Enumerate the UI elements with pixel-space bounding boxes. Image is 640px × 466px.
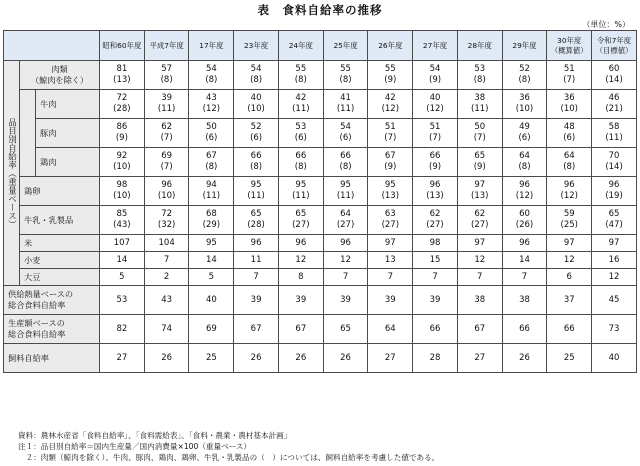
table-cell: 39 [368, 286, 413, 315]
row-label: 牛肉 [36, 90, 100, 119]
column-header: 23年度 [234, 31, 279, 61]
table-cell: 12 [457, 252, 502, 269]
row-label: 大豆 [20, 269, 100, 286]
table-cell: 12 [278, 252, 323, 269]
table-cell: 40 (10) [234, 90, 279, 119]
table-cell: 63 (27) [368, 206, 413, 235]
column-header: 29年度 [502, 31, 547, 61]
summary-label: 飼料自給率 [4, 344, 100, 373]
column-header: 24年度 [278, 31, 323, 61]
table-cell: 43 [144, 286, 189, 315]
table-cell: 72 (32) [144, 206, 189, 235]
row-label: 鶏肉 [36, 148, 100, 177]
table-cell: 96 (13) [413, 177, 458, 206]
table-cell: 54 (8) [189, 61, 234, 90]
note-source: 資料：農林水産省「食料自給率」、「食料需給表」、「食料・農業・農村基本計画」 [18, 431, 292, 440]
row-label: 豚肉 [36, 119, 100, 148]
table-cell: 39 [413, 286, 458, 315]
table-row [4, 61, 637, 90]
table-row [4, 90, 637, 119]
table-cell: 96 (19) [592, 177, 637, 206]
table-cell: 39 [278, 286, 323, 315]
column-header: 平成7年度 [144, 31, 189, 61]
table-cell: 7 [323, 269, 368, 286]
note-1: 注１：品目別自給率＝国内生産量／国内消費量×100（重量ベース） [18, 442, 252, 451]
table-row [4, 119, 637, 148]
table-cell: 95 (11) [234, 177, 279, 206]
table-cell: 51 (7) [413, 119, 458, 148]
table-cell: 66 (9) [413, 148, 458, 177]
row-label: 小麦 [20, 252, 100, 269]
table-cell: 66 [547, 315, 592, 344]
table-cell: 26 [234, 344, 279, 373]
table-cell: 72 (28) [100, 90, 145, 119]
summary-row [4, 286, 637, 315]
table-cell: 42 (11) [278, 90, 323, 119]
table-cell: 92 (10) [100, 148, 145, 177]
table-cell: 12 [547, 252, 592, 269]
table-cell: 41 (11) [323, 90, 368, 119]
table-cell: 54 (9) [413, 61, 458, 90]
table-cell: 62 (27) [413, 206, 458, 235]
table-cell: 38 [457, 286, 502, 315]
header-corner [4, 31, 100, 61]
page-title: 表 食料自給率の推移 [257, 3, 383, 17]
group-label: 品目別自給率（重量ベース） [4, 61, 20, 286]
table-cell: 27 [368, 344, 413, 373]
table-cell: 65 (9) [457, 148, 502, 177]
table-cell: 26 [323, 344, 368, 373]
summary-label: 生産額ベースの 総合食料自給率 [4, 315, 100, 344]
table-cell: 57 (8) [144, 61, 189, 90]
table-cell: 37 [547, 286, 592, 315]
summary-label: 供給熱量ベースの 総合食料自給率 [4, 286, 100, 315]
table-cell: 7 [234, 269, 279, 286]
unit-label: （単位：%） [582, 20, 630, 29]
table-cell: 52 (6) [234, 119, 279, 148]
table-cell: 40 [592, 344, 637, 373]
table-cell: 66 (8) [234, 148, 279, 177]
table-cell: 39 (11) [144, 90, 189, 119]
table-cell: 96 (12) [547, 177, 592, 206]
table-cell: 67 (8) [189, 148, 234, 177]
table-cell: 66 (8) [323, 148, 368, 177]
table-cell: 53 (6) [278, 119, 323, 148]
table-cell: 54 (6) [323, 119, 368, 148]
table-cell: 96 [502, 235, 547, 252]
table-cell: 97 [547, 235, 592, 252]
table-cell: 38 [502, 286, 547, 315]
table-cell: 67 (9) [368, 148, 413, 177]
table-cell: 5 [100, 269, 145, 286]
table-cell: 95 (13) [368, 177, 413, 206]
table-cell: 96 [234, 235, 279, 252]
table-cell: 14 [100, 252, 145, 269]
table-cell: 67 [457, 315, 502, 344]
table-cell: 54 (8) [234, 61, 279, 90]
table-cell: 64 (8) [547, 148, 592, 177]
row-label: 鶏卵 [20, 177, 100, 206]
table-cell: 28 [413, 344, 458, 373]
table-cell: 12 [592, 269, 637, 286]
table-cell: 107 [100, 235, 145, 252]
table-cell: 97 [457, 235, 502, 252]
table-cell: 53 [100, 286, 145, 315]
table-cell: 42 (12) [368, 90, 413, 119]
table-cell: 13 [368, 252, 413, 269]
table-cell: 36 (10) [502, 90, 547, 119]
table-cell: 39 [234, 286, 279, 315]
table-cell: 94 (11) [189, 177, 234, 206]
table-cell: 82 [100, 315, 145, 344]
meat-sub-indent [20, 90, 36, 177]
table-row [4, 252, 637, 269]
table-cell: 36 (10) [547, 90, 592, 119]
table-cell: 58 (11) [592, 119, 637, 148]
table-cell: 62 (7) [144, 119, 189, 148]
table-cell: 43 (12) [189, 90, 234, 119]
table-cell: 7 [413, 269, 458, 286]
table-cell: 16 [592, 252, 637, 269]
table-cell: 104 [144, 235, 189, 252]
table-cell: 97 [592, 235, 637, 252]
table-cell: 66 (8) [278, 148, 323, 177]
table-cell: 50 (6) [189, 119, 234, 148]
table-cell: 96 [323, 235, 368, 252]
table-cell: 59 (25) [547, 206, 592, 235]
row-label: 牛乳・乳製品 [20, 206, 100, 235]
table-cell: 45 [592, 286, 637, 315]
table-cell: 26 [278, 344, 323, 373]
table-cell: 8 [278, 269, 323, 286]
table-cell: 2 [144, 269, 189, 286]
table-cell: 95 (11) [323, 177, 368, 206]
column-header: 28年度 [457, 31, 502, 61]
table-cell: 50 (7) [457, 119, 502, 148]
table-cell: 7 [457, 269, 502, 286]
table-cell: 40 [189, 286, 234, 315]
table-cell: 14 [502, 252, 547, 269]
table-row [4, 269, 637, 286]
table-cell: 81 (13) [100, 61, 145, 90]
table-cell: 65 [323, 315, 368, 344]
table-cell: 65 (28) [234, 206, 279, 235]
self-sufficiency-table [3, 30, 637, 373]
table-cell: 55 (8) [278, 61, 323, 90]
table-cell: 6 [547, 269, 592, 286]
table-cell: 7 [368, 269, 413, 286]
column-header: 27年度 [413, 31, 458, 61]
table-cell: 64 (27) [323, 206, 368, 235]
table-cell: 69 [189, 315, 234, 344]
table-cell: 11 [234, 252, 279, 269]
table-cell: 86 (9) [100, 119, 145, 148]
table-cell: 12 [323, 252, 368, 269]
column-header: 昭和60年度 [100, 31, 145, 61]
table-cell: 97 (13) [457, 177, 502, 206]
table-cell: 60 (14) [592, 61, 637, 90]
table-cell: 68 (29) [189, 206, 234, 235]
row-label: 米 [20, 235, 100, 252]
table-cell: 39 [323, 286, 368, 315]
table-row [4, 177, 637, 206]
table-cell: 51 (7) [368, 119, 413, 148]
summary-row [4, 344, 637, 373]
notes [18, 430, 439, 463]
table-cell: 49 (6) [502, 119, 547, 148]
table-cell: 27 [100, 344, 145, 373]
table-cell: 95 [189, 235, 234, 252]
table-cell: 52 (8) [502, 61, 547, 90]
table-cell: 26 [502, 344, 547, 373]
table-cell: 67 [234, 315, 279, 344]
table-cell: 25 [189, 344, 234, 373]
table-cell: 74 [144, 315, 189, 344]
table-cell: 96 (10) [144, 177, 189, 206]
table-cell: 14 [189, 252, 234, 269]
table-cell: 55 (8) [323, 61, 368, 90]
table-cell: 7 [502, 269, 547, 286]
table-cell: 65 (27) [278, 206, 323, 235]
column-header: 25年度 [323, 31, 368, 61]
table-cell: 64 [368, 315, 413, 344]
table-cell: 66 [502, 315, 547, 344]
table-cell: 40 (12) [413, 90, 458, 119]
table-cell: 48 (6) [547, 119, 592, 148]
table-cell: 70 (14) [592, 148, 637, 177]
note-2: ２：肉類（鯨肉を除く）、牛肉、豚肉、鶏肉、鶏卵、牛乳・乳製品の（ ）については、飼料自給率を考慮した値である。 [18, 453, 440, 462]
column-header: 26年度 [368, 31, 413, 61]
column-header: 30年度 （概算値） [547, 31, 592, 61]
table-row [4, 148, 637, 177]
table-cell: 25 [547, 344, 592, 373]
table-cell: 69 (7) [144, 148, 189, 177]
table-cell: 51 (7) [547, 61, 592, 90]
table-cell: 73 [592, 315, 637, 344]
table-cell: 65 (47) [592, 206, 637, 235]
summary-row [4, 315, 637, 344]
table-cell: 85 (43) [100, 206, 145, 235]
table-cell: 67 [278, 315, 323, 344]
table-cell: 27 [457, 344, 502, 373]
table-cell: 98 [413, 235, 458, 252]
table-cell: 26 [144, 344, 189, 373]
table-cell: 60 (26) [502, 206, 547, 235]
table-cell: 64 (8) [502, 148, 547, 177]
table-cell: 96 (12) [502, 177, 547, 206]
column-header: 17年度 [189, 31, 234, 61]
table-cell: 7 [144, 252, 189, 269]
table-cell: 98 (10) [100, 177, 145, 206]
column-header: 令和7年度 （目標値） [592, 31, 637, 61]
table-cell: 66 [413, 315, 458, 344]
table-cell: 15 [413, 252, 458, 269]
table-cell: 5 [189, 269, 234, 286]
table-cell: 55 (9) [368, 61, 413, 90]
table-cell: 38 (11) [457, 90, 502, 119]
row-label: 肉類 （鯨肉を除く） [20, 61, 100, 90]
table-cell: 97 [368, 235, 413, 252]
table-cell: 53 (8) [457, 61, 502, 90]
table-cell: 96 [278, 235, 323, 252]
header-row [4, 31, 637, 61]
table-row [4, 206, 637, 235]
table-row [4, 235, 637, 252]
table-cell: 95 (11) [278, 177, 323, 206]
table-cell: 62 (27) [457, 206, 502, 235]
table-cell: 46 (21) [592, 90, 637, 119]
